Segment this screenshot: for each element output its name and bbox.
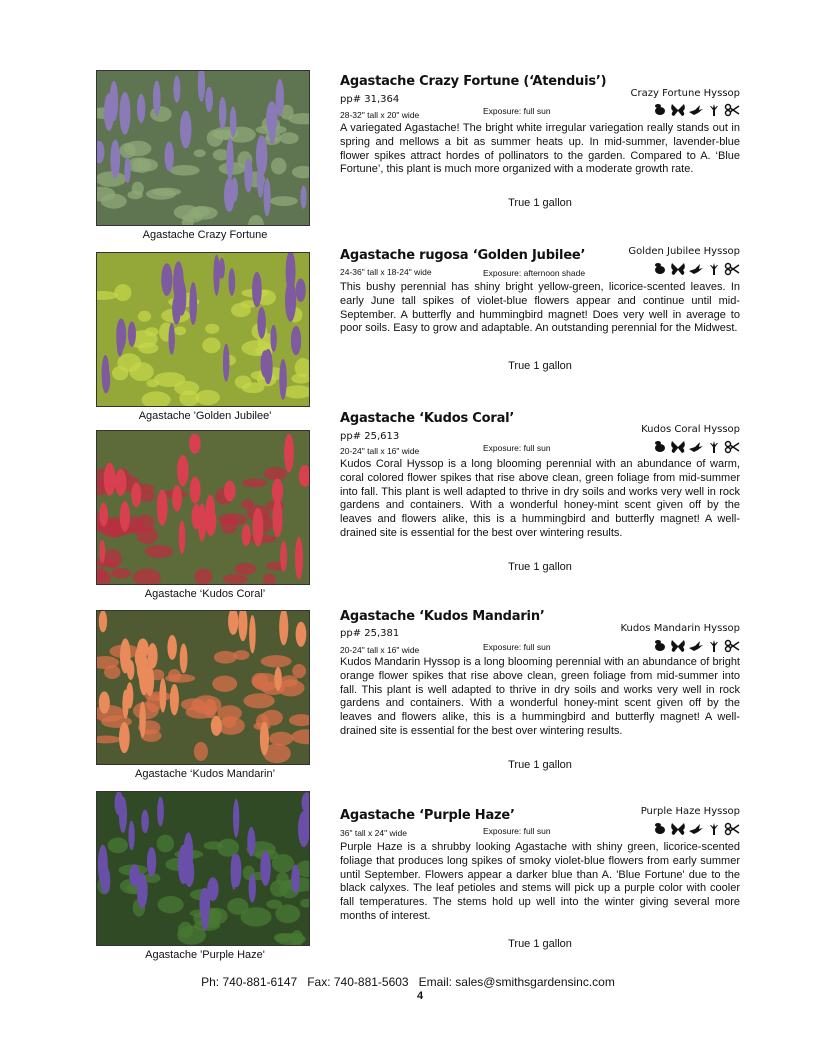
plant-description: Purple Haze is a shrubby looking Agastache with shiny green, licorice-scented foliage that produces long spikes of smoky violet-blue flowers from early summer until September. Flowers appear a darker blue than A. 'Blue Fortune' due to the black calyxes. The leaf petioles and stems will pick up a purple color with cooler fall temperatures. The stems hold up well into the winter giving several more months of interest. — [340, 841, 740, 922]
plant-title: Agastache ‘Purple Haze’ — [340, 808, 515, 823]
patent-number: pp# 25,613 — [340, 431, 400, 442]
photo-caption: Agastache 'Purple Haze' — [145, 949, 265, 961]
plant-size: 24-36" tall x 18-24" wide — [340, 267, 432, 277]
attribute-icons — [652, 103, 740, 117]
exposure: Exposure: full sun — [483, 642, 551, 652]
plant-title: Agastache ‘Kudos Coral’ — [340, 411, 515, 426]
exposure: Exposure: full sun — [483, 826, 551, 836]
contact-footer: Ph: 740-881-6147 Fax: 740-881-5603 Email: sales@smithsgardensinc.com — [201, 975, 615, 989]
exposure: Exposure: afternoon shade — [483, 268, 586, 278]
attribute-icons — [652, 822, 740, 836]
attribute-icons — [652, 440, 740, 454]
photo-caption: Agastache 'Golden Jubilee' — [138, 410, 272, 422]
plant-size: 36" tall x 24" wide — [340, 828, 407, 838]
bee-icon — [652, 440, 668, 454]
cut-flower-icon — [724, 440, 740, 454]
container-size: True 1 gallon — [508, 360, 572, 372]
bee-icon — [652, 262, 668, 276]
common-name: Kudos Coral Hyssop — [641, 424, 740, 435]
plant-photo — [96, 791, 310, 946]
deer-resistant-icon — [706, 639, 722, 653]
hummingbird-icon — [688, 639, 704, 653]
photo-caption: Agastache ‘Kudos Mandarin’ — [134, 768, 276, 780]
cut-flower-icon — [724, 103, 740, 117]
hummingbird-icon — [688, 440, 704, 454]
container-size: True 1 gallon — [508, 197, 572, 209]
container-size: True 1 gallon — [508, 561, 572, 573]
plant-size: 20-24" tall x 16" wide — [340, 446, 420, 456]
plant-photo — [96, 70, 310, 226]
deer-resistant-icon — [706, 440, 722, 454]
cut-flower-icon — [724, 639, 740, 653]
attribute-icons — [652, 262, 740, 276]
bee-icon — [652, 103, 668, 117]
common-name: Crazy Fortune Hyssop — [630, 88, 740, 99]
photo-caption: Agastache ‘Kudos Coral’ — [144, 588, 266, 600]
exposure: Exposure: full sun — [483, 106, 551, 116]
common-name: Kudos Mandarin Hyssop — [620, 623, 740, 634]
plant-description: Kudos Mandarin Hyssop is a long blooming perennial with an abundance of bright orange flower spikes that rise above clean, green foliage from mid-summer into fall. This plant is well adapted to thrive in dry soils and works very well in rock gardens and containers. With a wonderful honey-mint scent given off by the leaves and flowers alike, this is a hummingbird and butterfly magnet! A well-drained site is essential for the best over wintering results. — [340, 656, 740, 737]
cut-flower-icon — [724, 822, 740, 836]
plant-photo — [96, 252, 310, 407]
plant-title: Agastache ‘Kudos Mandarin’ — [340, 609, 545, 624]
plant-photo — [96, 610, 310, 765]
plant-description: Kudos Coral Hyssop is a long blooming perennial with an abundance of warm, coral colored flower spikes that rise above clean, green foliage from mid-summer into fall. This plant is well adapted to thrive in dry soils and works very well in rock gardens and containers. With a wonderful honey-mint scent given off by the leaves and flowers alike, this is a hummingbird and butterfly magnet! A well-drained site is essential for the best over wintering results. — [340, 458, 740, 539]
plant-photo-art — [97, 611, 309, 764]
plant-photo-art — [97, 792, 309, 945]
common-name: Golden Jubilee Hyssop — [628, 246, 740, 257]
patent-number: pp# 25,381 — [340, 628, 400, 639]
container-size: True 1 gallon — [508, 759, 572, 771]
hummingbird-icon — [688, 103, 704, 117]
plant-description: This bushy perennial has shiny bright yellow-green, licorice-scented leaves. In early June tall spikes of violet-blue flowers appear and continue until mid-September. A butterfly and hummingbird magnet! Does very well in average to poor soils. Easy to grow and adaptable. An outstanding perennial for the Midwest. — [340, 281, 740, 335]
plant-description: A variegated Agastache! The bright white irregular variegation really stands out in spring and mellows a bit as summer heats up. In mid-summer, lavender-blue flower spikes attract hordes of pollinators to the garden. Compared to A. ‘Blue Fortune’, this plant is much more organized with a moderate growth rate. — [340, 122, 740, 176]
bee-icon — [652, 822, 668, 836]
plant-title: Agastache Crazy Fortune (‘Atenduis’) — [340, 74, 607, 89]
photo-caption: Agastache Crazy Fortune — [142, 229, 268, 241]
deer-resistant-icon — [706, 103, 722, 117]
bee-icon — [652, 639, 668, 653]
page-number: 4 — [416, 990, 424, 1002]
patent-number: pp# 31,364 — [340, 94, 400, 105]
plant-size: 20-24" tall x 16" wide — [340, 645, 420, 655]
container-size: True 1 gallon — [508, 938, 572, 950]
exposure: Exposure: full sun — [483, 443, 551, 453]
hummingbird-icon — [688, 822, 704, 836]
cut-flower-icon — [724, 262, 740, 276]
plant-title: Agastache rugosa ‘Golden Jubilee’ — [340, 248, 586, 263]
common-name: Purple Haze Hyssop — [640, 806, 740, 817]
butterfly-icon — [670, 262, 686, 276]
butterfly-icon — [670, 822, 686, 836]
plant-photo-art — [97, 431, 309, 584]
butterfly-icon — [670, 639, 686, 653]
butterfly-icon — [670, 440, 686, 454]
attribute-icons — [652, 639, 740, 653]
butterfly-icon — [670, 103, 686, 117]
hummingbird-icon — [688, 262, 704, 276]
deer-resistant-icon — [706, 822, 722, 836]
plant-photo-art — [97, 253, 309, 406]
plant-photo — [96, 430, 310, 585]
plant-photo-art — [97, 71, 309, 225]
plant-size: 28-32" tall x 20" wide — [340, 110, 420, 120]
deer-resistant-icon — [706, 262, 722, 276]
